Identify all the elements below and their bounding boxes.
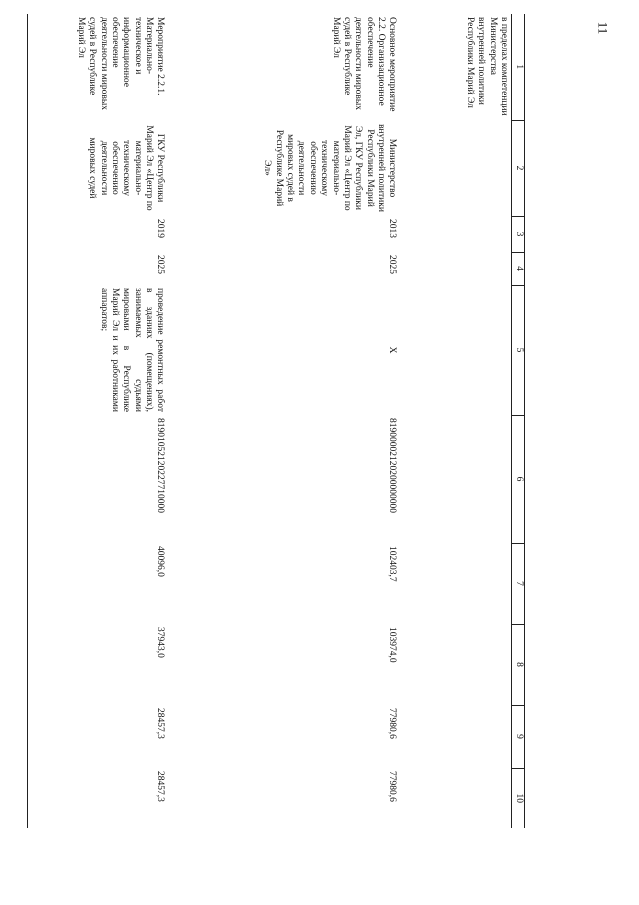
cell-start-year: 2013 — [387, 219, 398, 238]
col-header-5: 5 — [512, 285, 525, 415]
cell-value-10 — [400, 768, 512, 828]
page-number: 11 — [595, 21, 611, 35]
cell-executor: Министерство внутренней политики Республики Марий Эл, ГКУ Республики Марий Эл «Центр по материально-техническому обеспечению деятельности мировых судей в Республике Марий Эл» — [262, 124, 398, 212]
col-header-4: 4 — [512, 252, 525, 285]
cell-value-7: 102403,7 — [387, 546, 398, 582]
cell-result: Х — [387, 346, 398, 354]
col-header-1: 1 — [514, 64, 524, 70]
cell-value-9: 77980,6 — [387, 708, 398, 739]
cell-value-7: 40096,0 — [155, 546, 166, 577]
table-row — [400, 14, 512, 828]
col-header-8: 8 — [512, 624, 525, 705]
col-header-3: 3 — [512, 216, 525, 252]
table-row — [168, 14, 400, 828]
cell-value-10: 28457,3 — [155, 771, 166, 802]
cell-code — [400, 415, 512, 543]
cell-end-year: 2025 — [387, 255, 398, 274]
cell-end-year — [400, 252, 512, 285]
cell-result: проведение ремонтных работ в зданиях (помещениях), занимаемых судьями мировыми в Республике Марий Эл и их работниками аппаратов; — [98, 288, 166, 412]
cell-start-year — [400, 216, 512, 252]
cell-value-8 — [400, 624, 512, 705]
cell-measure: в пределах компетенции Министерства внутренней политики Республики Марий Эл — [464, 17, 509, 116]
cell-measure: Мероприятие 2.2.1. Материально-техническое и информационное обеспечение деятельности мировых судей в Республике Марий Эл — [75, 17, 166, 110]
cell-measure: Основное мероприятие 2.2. Организационное обеспечение деятельности мировых судей в Республике Марий Эл — [330, 17, 398, 112]
header-row — [512, 14, 525, 828]
cell-result — [400, 285, 512, 415]
cell-value-10: 77980,6 — [387, 771, 398, 802]
cell-value-9: 28457,3 — [155, 708, 166, 739]
cell-start-year: 2019 — [155, 219, 166, 238]
cell-value-8: 103974,0 — [387, 627, 398, 663]
col-header-9: 9 — [512, 705, 525, 768]
table-row — [28, 14, 168, 828]
program-table — [27, 14, 525, 828]
cell-value-7 — [400, 543, 512, 624]
cell-value-9 — [400, 705, 512, 768]
cell-executor: ГКУ Республики Марий Эл «Центр по материально-техническому обеспечению деятельности мировых судей — [87, 125, 166, 211]
col-header-6: 6 — [512, 415, 525, 543]
col-header-2: 2 — [512, 120, 525, 216]
cell-end-year: 2025 — [155, 255, 166, 274]
col-header-10: 10 — [512, 768, 525, 828]
cell-executor — [400, 120, 512, 216]
cell-code: 81900002120200000000 — [387, 418, 398, 513]
cell-value-8: 37943,0 — [155, 627, 166, 658]
col-header-7: 7 — [512, 543, 525, 624]
cell-code: 81901052120227710000 — [155, 418, 166, 513]
